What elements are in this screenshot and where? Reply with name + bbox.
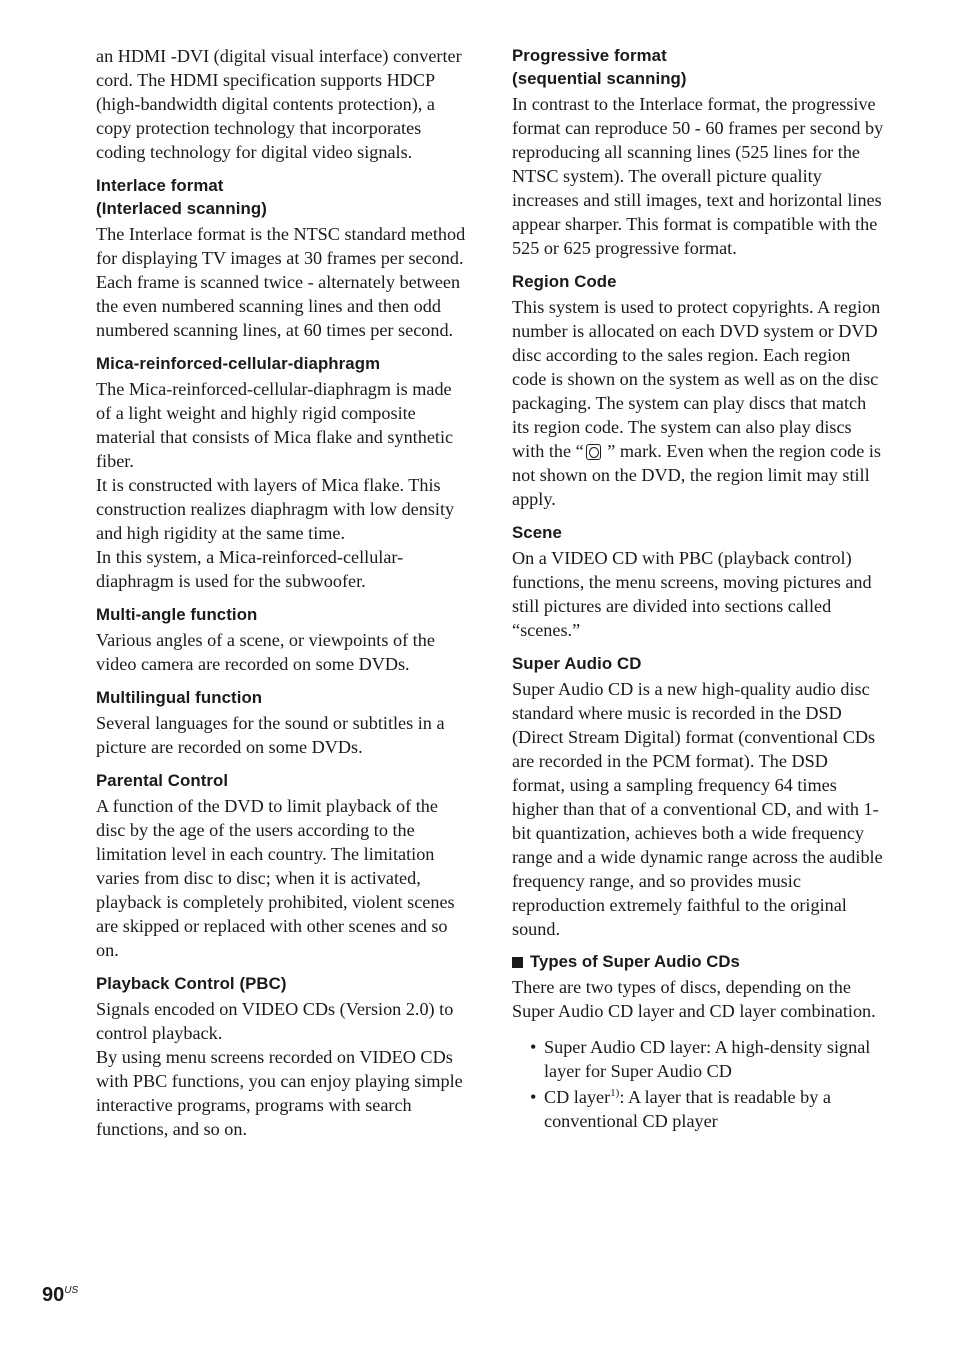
region-body (512, 295, 884, 511)
multiangle-body: Various angles of a scene, or viewpoints of the video camera are recorded on some DVDs. (96, 630, 435, 674)
interlace-heading-line2: (Interlaced scanning) (96, 199, 267, 218)
progressive-heading-line2: (sequential scanning) (512, 69, 687, 88)
progressive-heading-line1: Progressive format (512, 46, 667, 65)
types-body: There are two types of discs, depending on the Super Audio CD layer and CD layer combination. (512, 977, 876, 1021)
types-subheading (512, 951, 884, 973)
mica-heading: Mica-reinforced-cellular-diaphragm (96, 354, 381, 373)
page-region-code: US (64, 1285, 79, 1296)
list-item (530, 1035, 884, 1083)
region-all-icon (586, 444, 601, 460)
cd-layer-text: : A layer that is readable by a conventional CD player (544, 1087, 831, 1131)
parental-heading: Parental Control (96, 771, 229, 790)
footnote-marker: 1) (610, 1086, 620, 1099)
cd-layer-label: CD layer (544, 1087, 611, 1107)
pbc-heading: Playback Control (PBC) (96, 974, 287, 993)
scene-heading: Scene (512, 523, 562, 542)
types-list (512, 1035, 884, 1133)
bullet-icon: • (530, 1037, 537, 1057)
interlace-heading (96, 174, 468, 220)
mica-body-1: The Mica-reinforced-cellular-diaphragm is made of a light weight and highly rigid composite material that consists of Mica flake and synthetic fiber. (96, 379, 454, 471)
sacd-heading: Super Audio CD (512, 654, 642, 673)
list-item-text: Super Audio CD layer: A high-density signal layer for Super Audio CD (544, 1037, 871, 1081)
page-number-value: 90 (42, 1284, 65, 1306)
page-number (42, 1284, 78, 1307)
multiangle-heading: Multi-angle function (96, 605, 258, 624)
region-heading: Region Code (512, 272, 617, 291)
sacd-body: Super Audio CD is a new high-quality audio disc standard where music is recorded in the DSD (Direct Stream Digital) format (conventional CDs are recorded in the PCM format). The DSD format, using a sampling frequency 64 times higher than that of a conventional CD, and with 1-bit quantization, achieves both a wide frequency range and a wide dynamic range across the audible frequency range, and so provides music reproduction extremely faithful to the original sound. (512, 679, 883, 939)
mica-body-3: In this system, a Mica-reinforced-cellular-diaphragm is used for the subwoofer. (96, 547, 404, 591)
progressive-body: In contrast to the Interlace format, the progressive format can reproduce 50 - 60 frames per second by reproducing all scanning lines (525 lines for the NTSC system). The overall picture quality increases and still images, text and horizontal lines appear sharper. This format is compatible with the 525 or 625 progressive format. (512, 94, 884, 258)
list-item (530, 1085, 884, 1133)
scene-body: On a VIDEO CD with PBC (playback control) functions, the menu screens, moving pictures and still pictures are divided into sections called “scenes.” (512, 548, 872, 640)
region-body-after: ” mark. Even when the region code is not shown on the DVD, the region limit may still apply. (512, 441, 882, 509)
parental-body: A function of the DVD to limit playback of the disc by the age of the users according to the limitation level in each country. The limitation varies from disc to disc; when it is activated, playback is completely prohibited, violent scenes are skipped or replaced with other scenes and so on. (96, 796, 455, 960)
multilingual-heading: Multilingual function (96, 688, 263, 707)
square-bullet-icon (512, 957, 523, 968)
types-subheading-label: Types of Super Audio CDs (530, 952, 740, 971)
multilingual-body: Several languages for the sound or subtitles in a picture are recorded on some DVDs. (96, 713, 445, 757)
interlace-heading-line1: Interlace format (96, 176, 224, 195)
mica-body-2: It is constructed with layers of Mica flake. This construction realizes diaphragm with low density and high rigidity at the same time. (96, 475, 455, 543)
interlace-body: The Interlace format is the NTSC standard method for displaying TV images at 30 frames per second. Each frame is scanned twice - alternately between the even numbered scanning lines and then odd numbered scanning lines, at 60 times per second. (96, 224, 466, 340)
left-column (96, 44, 468, 1141)
right-column (512, 44, 884, 1135)
pbc-body-2: By using menu screens recorded on VIDEO CDs with PBC functions, you can enjoy playing simple interactive programs, programs with search functions, and so on. (96, 1047, 463, 1139)
intro-paragraph: an HDMI -DVI (digital visual interface) converter cord. The HDMI specification supports HDCP (high-bandwidth digital contents protection), a copy protection technology that incorporates coding technology for digital video signals. (96, 46, 462, 162)
bullet-icon: • (530, 1087, 537, 1107)
region-body-before: This system is used to protect copyrights. A region number is allocated on each DVD system or DVD disc according to the sales region. Each region code is shown on the system as well as on the disc packaging. The system can play discs that match its region code. The system can also play discs with the “ (512, 297, 881, 461)
pbc-body-1: Signals encoded on VIDEO CDs (Version 2.0) to control playback. (96, 999, 454, 1043)
progressive-heading (512, 44, 884, 90)
